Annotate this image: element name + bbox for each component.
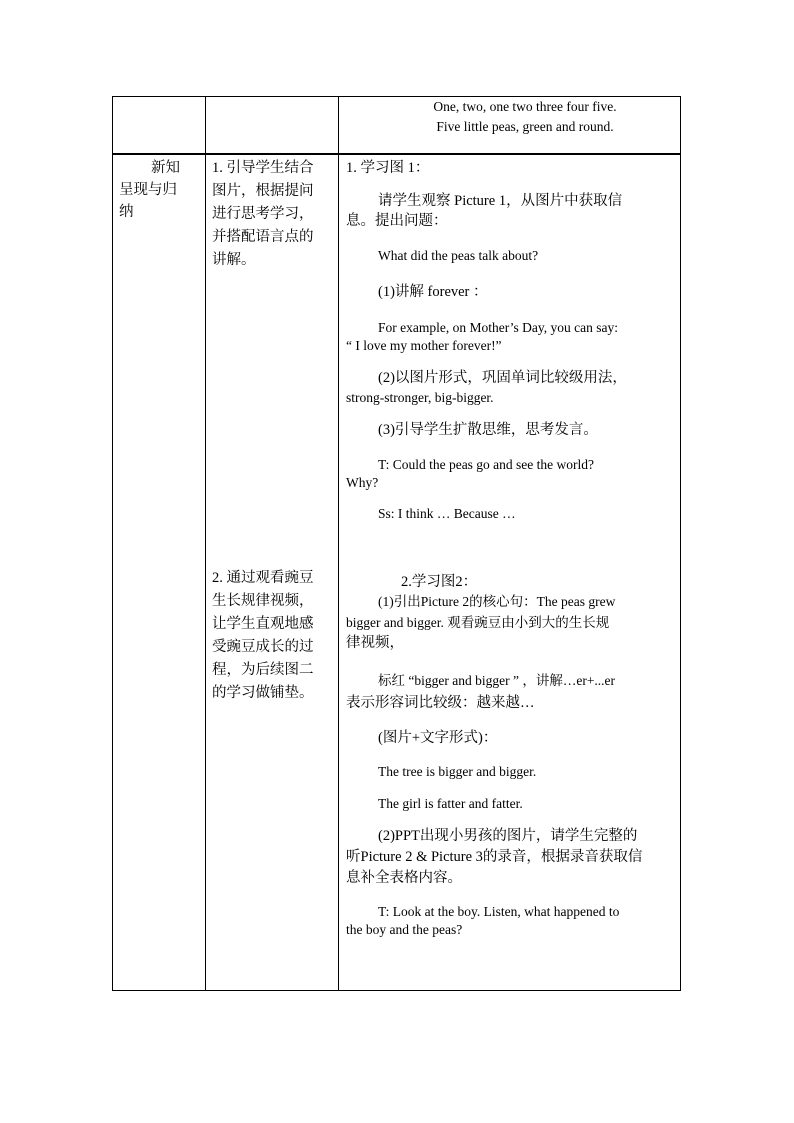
process-1-observe-1: 请学生观察 Picture 1，从图片中获取信 [378,193,623,209]
intent-2-line-2: 生长规律视频， [212,593,314,609]
table-bottom-border [112,990,681,991]
process-2-step2-3: 息补全表格内容。 [346,870,462,886]
process-2-t-line-2: the boy and the peas? [346,922,463,937]
process-2-step2-1: (2)PPT出现小男孩的图片，请学生完整的 [378,828,638,844]
process-2-step1-1: (1)引出Picture 2的核心句：The peas grew [378,594,616,609]
table-col-divider-2 [338,96,339,991]
process-1-ss-line: Ss: I think … Because … [378,506,516,521]
process-2-format: (图片+文字形式)： [378,730,498,746]
intent-2-line-1: 2. 通过观看豌豆 [212,570,314,586]
intent-2-line-4: 受豌豆成长的过 [212,639,314,655]
table-right-border [680,96,681,991]
process-2-step1-3: 律视频， [346,635,404,651]
song-line-2: Five little peas, green and round. [436,119,614,134]
table-left-border [112,96,113,991]
song-line-1: One, two, one two three four five. [433,99,617,114]
process-1-step3: (3)引导学生扩散思维，思考发言。 [378,422,598,438]
stage-line-2: 呈现与归 [119,182,177,198]
process-2-ex-tree: The tree is bigger and bigger. [378,764,537,779]
process-1-question: What did the peas talk about? [378,248,539,263]
process-2-step1-2: bigger and bigger. 观看豌豆由小到大的生长规 [346,615,610,630]
process-1-t-line-1: T: Could the peas go and see the world? [378,457,595,472]
table-col-divider-1 [205,96,206,991]
process-1-heading: 1. 学习图 1： [346,160,430,176]
process-1-example-1: For example, on Mother’s Day, you can say: [378,320,618,335]
process-1-example-2: “ I love my mother forever!” [346,338,502,353]
process-1-t-line-2: Why? [346,475,379,490]
intent-1-line-5: 讲解。 [212,252,256,268]
process-2-step2-2: 听Picture 2 & Picture 3的录音，根据录音获取信 [346,849,643,865]
table-row-divider [112,153,681,155]
process-2-mark-1: 标红 “bigger and bigger ” ，讲解…er+...er [378,673,616,688]
process-2-mark-2: 表示形容词比较级：越来越… [346,695,535,711]
intent-1-line-2: 图片，根据提问 [212,183,314,199]
intent-1-line-3: 进行思考学习， [212,206,314,222]
intent-1-line-1: 1. 引导学生结合 [212,160,314,176]
process-1-step1: (1)讲解 forever ： [378,284,488,300]
intent-2-line-5: 程，为后续图二 [212,662,314,678]
intent-2-line-3: 让学生直观地感 [212,616,314,632]
intent-2-line-6: 的学习做铺垫。 [212,685,314,701]
process-1-observe-2: 息。提出问题： [346,213,448,229]
process-2-t-line-1: T: Look at the boy. Listen, what happened to [378,904,620,919]
process-2-ex-girl: The girl is fatter and fatter. [378,796,523,811]
process-1-step2-1: (2)以图片形式，巩固单词比较级用法， [378,370,627,386]
process-2-heading: 2.学习图2： [401,574,478,590]
stage-line-1: 新知 [151,160,180,176]
stage-line-3: 纳 [119,204,134,220]
process-1-step2-2: strong-stronger, big-bigger. [346,390,494,405]
intent-1-line-4: 并搭配语言点的 [212,229,314,245]
